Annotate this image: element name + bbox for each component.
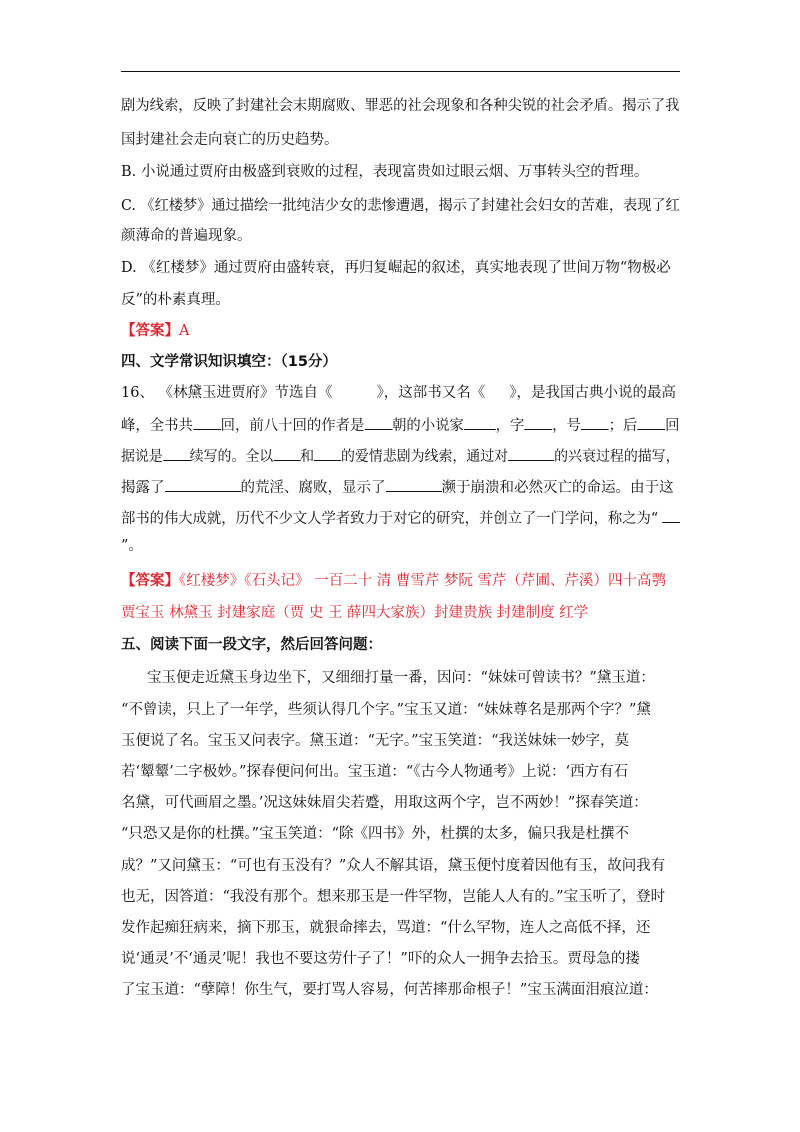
passage-line: 说‘通灵’不‘通灵’呢！我也不要这劳什子了！”吓的众人一拥争去拾玉。贾母急的搂 — [121, 951, 640, 967]
fill-blank[interactable] — [524, 414, 552, 430]
header-rule — [121, 71, 680, 72]
q16-text: ；后 — [608, 418, 638, 434]
fill-blank[interactable] — [662, 507, 680, 523]
q16-text: 和 — [300, 449, 315, 465]
q16-text: 回，前八十回的作者是 — [220, 418, 365, 434]
q16-text: ，字 — [495, 418, 525, 434]
q16-text: 的荒淫、腐败，显示了 — [240, 480, 386, 496]
q16-line-2 — [121, 414, 679, 436]
passage-line: 了宝玉道：“孽障！你生气，要打骂人容易，何苦摔那命根子！”宝玉满面泪痕泣道： — [121, 982, 658, 998]
answer-label: 【答案】 — [121, 323, 179, 339]
q16-text: 》，是我国古典小说的最高 — [509, 385, 677, 401]
q16-text: 》，这部书又名《 — [376, 385, 486, 401]
passage-line: 名黛，可代画眉之墨。’况这妹妹眉尖若蹙，用取这两个字，岂不两妙！”探春笑道： — [121, 795, 648, 811]
fill-blank[interactable] — [508, 445, 554, 461]
q16-text: 据说是 — [121, 449, 163, 465]
answer-label: 【答案】 — [121, 573, 179, 589]
option-a-line-1: 剧为线索，反映了封建社会末期腐败、罪恶的社会现象和各种尖锐的社会矛盾。揭示了我 — [121, 98, 680, 114]
q16-text: 部书的伟大成就，历代不少文人学者致力于对它的研究，并创立了一门学问，称之为“ — [121, 511, 659, 527]
q16-line-4 — [121, 476, 674, 498]
section-5-heading: 五、阅读下面一段文字，然后回答问题： — [121, 637, 382, 653]
q16-line-6: ”。 — [121, 538, 143, 554]
q16-text: 朝的小说家 — [392, 418, 464, 434]
option-d-line-1: D. 《红楼梦》通过贾府由盛转衰，再归复崛起的叙述，真实地表现了世间万物“物极必 — [121, 260, 671, 276]
q16-text: 濒于崩溃和必然灭亡的命运。由于这 — [441, 480, 674, 496]
fill-blank[interactable] — [364, 414, 392, 430]
q16-line-1 — [121, 383, 676, 403]
passage-line: 也无，因答道：“我没有那个。想来那玉是一件罕物，岂能人人有的。”宝玉听了，登时 — [121, 889, 666, 905]
q16-text: 峰，全书共 — [121, 418, 193, 434]
option-b: B. 小说通过贾府由极盛到衰败的过程，表现富贵如过眼云烟、万事转头空的哲理。 — [121, 164, 649, 180]
passage-line: 成？”又问黛玉：“可也有玉没有？”众人不解其语，黛玉便忖度着因他有玉，故问我有 — [121, 858, 666, 874]
option-c-line-2: 颜薄命的普遍现象。 — [121, 228, 252, 244]
fill-blank[interactable] — [386, 476, 442, 492]
option-a-line-2: 国封建社会走向衰亡的历史趋势。 — [121, 132, 339, 148]
section-4-heading: 四、文学常识知识填空：（15分） — [121, 354, 337, 370]
answer-line-1 — [121, 321, 189, 341]
option-d-line-2: 反”的朴素真理。 — [121, 292, 230, 308]
q16-text: 续写的。全以 — [189, 449, 274, 465]
q16-line-3 — [121, 445, 680, 467]
passage-line: 宝玉便走近黛玉身边坐下，又细细打量一番，因问：“妹妹可曾读书？”黛玉道： — [147, 670, 655, 686]
fill-blank[interactable] — [165, 476, 241, 492]
fill-blank[interactable] — [637, 414, 665, 430]
q16-text: 16、 《林黛玉进贾府》节选自《 — [121, 385, 333, 401]
q16-line-5 — [121, 507, 680, 529]
fill-blank[interactable] — [273, 445, 300, 461]
passage-line: 发作起痴狂病来，摘下那玉，就狠命摔去，骂道：“什么罕物，连人之高低不择，还 — [121, 920, 651, 936]
q16-text: 揭露了 — [121, 480, 165, 496]
q16-text: 的爱情悲剧为线索，通过对 — [340, 449, 509, 465]
passage-line: “不曾读，只上了一年学，些须认得几个字。”宝玉又道：“妹妹尊名是那两个字？”黛 — [121, 702, 651, 718]
answer-value: A — [179, 323, 190, 339]
fill-blank[interactable] — [193, 414, 221, 430]
fill-blank[interactable] — [314, 445, 341, 461]
q16-text: 的兴衰过程的描写， — [554, 449, 680, 465]
fill-blank[interactable] — [163, 445, 190, 461]
passage-line: 玉便说了名。宝玉又问表字。黛玉道：“无字。”宝玉笑道：“我送妹妹一妙字，莫 — [121, 733, 629, 749]
option-c-line-1: C. 《红楼梦》通过描绘一批纯洁少女的悲惨遭遇，揭示了封建社会妇女的苦难，表现了红 — [121, 198, 680, 214]
q16-text: ，号 — [552, 418, 581, 434]
answer-line-2 — [121, 571, 666, 591]
q16-text: 回 — [665, 418, 680, 434]
passage-line: 若‘颦颦’二字极妙。”探春便问何出。宝玉道：“《古今人物通考》上说：‘西方有石 — [121, 764, 629, 780]
fill-blank[interactable] — [581, 414, 609, 430]
answer-value: 《红楼梦》《石头记》 一百二十 清 曹雪芹 梦阮 雪芹（芹圃、芹溪）四十高鹗 — [179, 573, 667, 589]
answer-continuation: 贾宝玉 林黛玉 封建家庭（贾 史 王 薛四大家族）封建贵族 封建制度 红学 — [121, 605, 589, 621]
passage-line: “只恐又是你的杜撰。”宝玉笑道：“除《四书》外，杜撰的太多，偏只我是杜撰不 — [121, 826, 629, 842]
fill-blank[interactable] — [464, 414, 496, 430]
